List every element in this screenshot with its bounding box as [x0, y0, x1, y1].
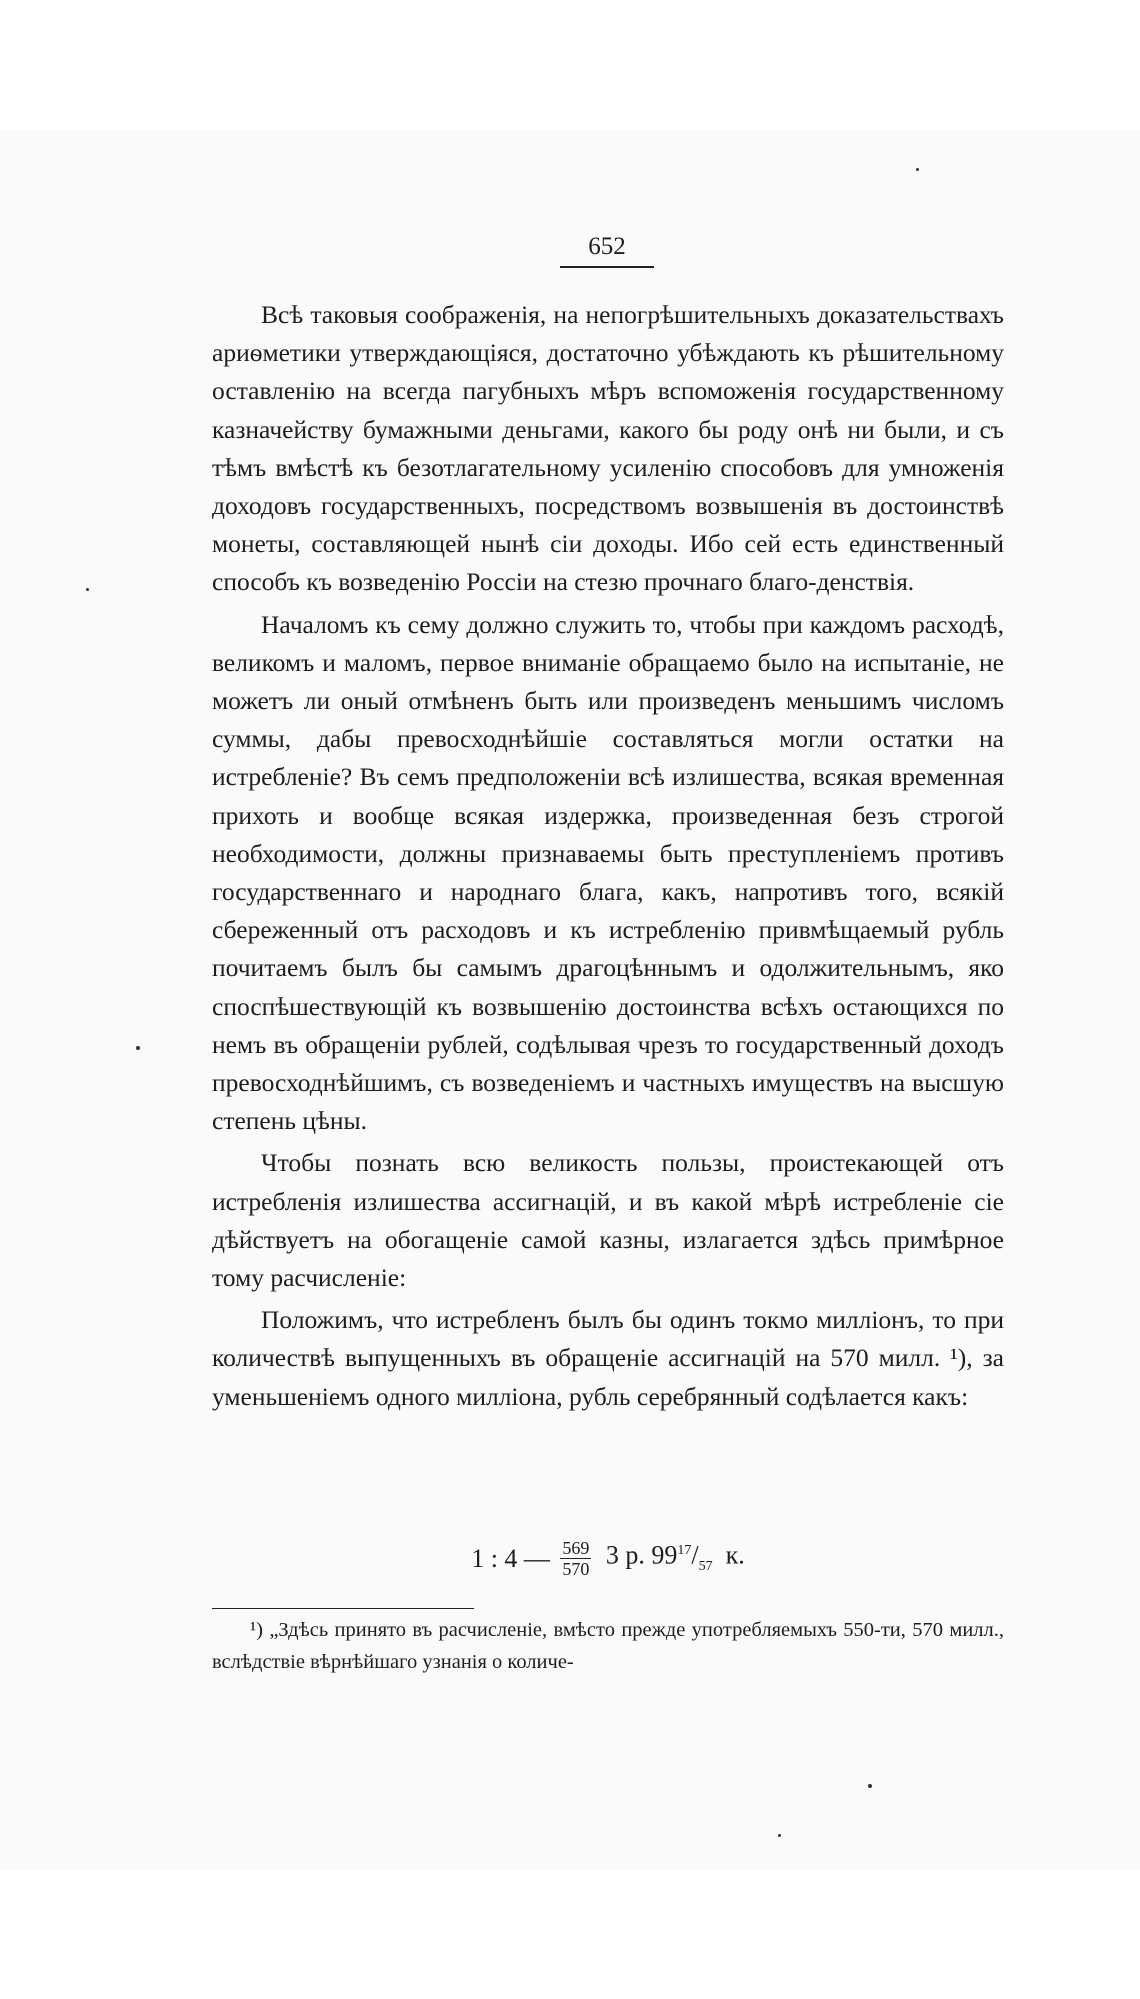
paragraph-1: Всѣ таковыя соображенія, на непогрѣшительныхъ доказательствахъ ариѳметики утверждающіяся, достаточно убѣждають къ рѣшительному оставленію на всегда пагубныхъ мѣръ вспоможенія государственному казначейству бумажными деньгами, какого бы роду онѣ ни были, и съ тѣмъ вмѣстѣ къ безотлагательному усиленію способовъ для умноженія доходовъ государственныхъ, посредствомъ возвышенія въ достоинствѣ монеты, составляющей нынѣ сіи доходы. Ибо сей есть единственный способъ къ возведенію Россіи на стезю прочнаго благо-денствія. — [212, 300, 1004, 597]
formula-fraction — [560, 1538, 591, 1579]
body-text — [212, 296, 1004, 1420]
result-unit: к. — [725, 1540, 745, 1570]
page-number: 652 — [560, 232, 654, 268]
result-amount: 3 р. 99 — [605, 1540, 678, 1570]
footnote-divider — [212, 1608, 474, 1609]
paragraph-4: Положимъ, что истребленъ былъ бы одинъ токмо милліонъ, то при количествѣ выпущенныхъ въ обращеніе ассигнацій на 570 милл. ¹), за уменьшеніемъ одного милліона, рубль серебрянный содѣлается какъ: — [212, 1305, 1004, 1411]
scan-speck — [136, 1046, 140, 1050]
result-slash: / — [691, 1540, 699, 1570]
formula-ratio: 1 : 4 — — [471, 1543, 550, 1573]
scan-speck — [868, 1784, 872, 1788]
fraction-denominator: 570 — [562, 1559, 590, 1580]
scan-speck — [916, 168, 919, 171]
scan-speck — [778, 1834, 781, 1837]
formula-result — [606, 1534, 745, 1584]
result-sub: 57 — [698, 1558, 713, 1574]
footnote-text: ¹) „Здѣсь принято въ расчисленіе, вмѣсто прежде употребляемыхъ 550-ти, 570 милл., вслѣдствіе вѣрнѣйшаго узнанія о количе- — [212, 1619, 1004, 1673]
footnote — [212, 1614, 1004, 1678]
fraction-numerator: 569 — [562, 1538, 590, 1559]
paragraph-2: Началомъ къ сему должно служить то, чтобы при каждомъ расходѣ, великомъ и маломъ, первое вниманіе обращаемо было на испытаніе, не можетъ ли оный отмѣненъ быть или произведенъ меньшимъ числомъ суммы, дабы превосходнѣйшіе составляться могли остатки на истребленіе? Въ семъ предположеніи всѣ излишества, всякая временная прихоть и вообще всякая издержка, произведенная безъ строгой необходимости, должны признаваемы быть преступленіемъ противъ государственнаго и народнаго блага, какъ, напротивъ того, всякій сбереженный отъ расходовъ и къ истребленію привмѣщаемый рубль почитаемъ былъ бы самымъ драгоцѣннымъ и одолжительнымъ, яко споспѣшествующій къ возвышенію достоинства всѣхъ остающихся по немъ въ обращеніи рублей, содѣлывая чрезъ то государственный доходъ превосходнѣйшимъ, съ возведеніемъ и частныхъ имуществъ на высшую степень цѣны. — [212, 609, 1004, 1136]
calculation-formula — [212, 1534, 1004, 1584]
scan-speck — [86, 588, 89, 591]
result-sup: 17 — [677, 1543, 692, 1558]
paragraph-3: Чтобы познать всю великость пользы, проистекающей отъ истребленія излишества ассигнацій, и въ какой мѣрѣ истребленіе сіе дѣйствуетъ на обогащеніе самой казны, излагается здѣсь примѣрное тому расчисленіе: — [212, 1148, 1004, 1293]
